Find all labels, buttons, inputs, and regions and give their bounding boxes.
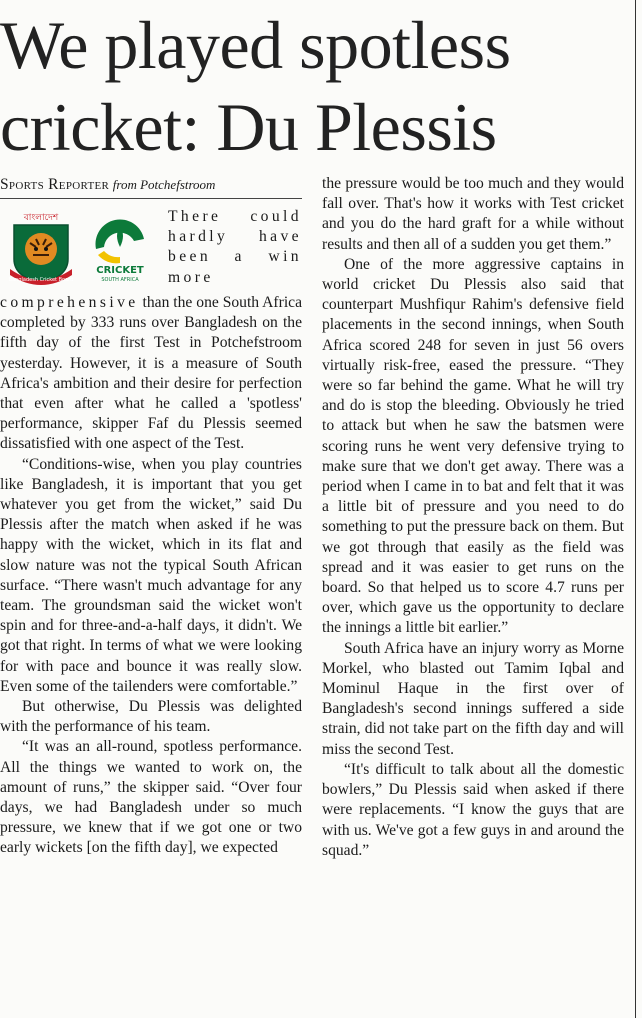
bd-logo-text: বাংলাদেশ (23, 213, 59, 223)
bd-logo-band-text: Bangladesh Cricket Board (8, 277, 74, 283)
paragraph-6: South Africa have an injury worry as Morne Morkel, who blasted out Tamim Iqbal and Mominul Haque in the first over of Bangladesh's second innings suffered a side strain, did not take part on the fifth day and will miss the second Test. (322, 639, 624, 758)
sa-logo-title: CRICKET (96, 265, 144, 276)
cricket-south-africa-logo (86, 217, 154, 285)
paragraph-5: One of the more aggressive captains in world cricket Du Plessis also said that counterpart Mushfiqur Rahim's defensive field placements in the second innings, when South Africa scored 248 for seven in just 56 overs virtually risk-free, eased the pressure. “They were so far behind the game. What he will try and do is stop the bleeding. Obviously he tried to attack but when he saw the batsmen were scoring runs he went very defensive trying to make sure that we don't get away. There was a period when I came in to bat and felt that it was a little bit of pressure and you need to do something to put the pressure back on them. But we got through that easily as the field was spread and it was easier to get runs on the board. So that helped us to score 4.7 runs per over, which gave us the opportunity to declare the innings a little bit earlier.” (322, 255, 624, 637)
paragraph-4-part-1: “It was an all-round, spotless performance. All the things we wanted to work on, the amount of runs,” the skipper said. “Over four days, we had Bangladesh under so much pressure, we knew that if we got one or two early wickets [on the fifth day], we expected (0, 738, 302, 857)
bangladesh-cricket-board-logo (6, 211, 76, 287)
byline-reporter: Sports Reporter (0, 176, 110, 193)
headline: We played spotless cricket: Du Plessis (0, 7, 511, 165)
byline (0, 176, 302, 199)
paragraph-3: But otherwise, Du Plessis was delighted with the performance of his team. (0, 698, 302, 736)
sa-logo-subtitle: SOUTH AFRICA (101, 277, 139, 283)
paragraph-1-body: than the one South Africa completed by 333 runs over Bangladesh on the fifth day of the first Test in Potchefstroom yesterday. However, it is a measure of South Africa's ambition and their desire for perfection that even after what he called a 'spotless' performance, skipper Faf du Plessis seemed dissatisfied with one aspect of the Test. (0, 294, 302, 453)
lead-words: There could hardly have been a win more comprehensive (0, 208, 302, 311)
column-rule (635, 0, 636, 1018)
paragraph-4-part-2: the pressure would be too much and they would fall over. That's how it works with Test cricket and you do the hard graft for a while without results and then all of a sudden you get them.” (322, 175, 624, 253)
paragraph-7: “It's difficult to talk about all the domestic bowlers,” Du Plessis said when asked if there were replacements. “I know the guys that are with us. We've got a few guys in and around the squad.” (322, 760, 624, 859)
byline-location: from Potchefstroom (112, 177, 216, 192)
tiger-icon (25, 233, 57, 265)
team-logos (0, 207, 162, 289)
article-column-left (0, 176, 302, 859)
article-column-right (322, 174, 624, 861)
paragraph-2: “Conditions-wise, when you play countries like Bangladesh, it is important that you get whatever you get from the wicket,” said Du Plessis after the match when asked if he was happy with the wicket, which in its flat and slow nature was not the typical South African surface. “There wasn't much advantage for any team. The groundsman said the wicket won't spin and for three-and-a-half days, it didn't. We got that right. In terms of what we were looking for with pace and bounce it was really slow. Even some of the tailenders were comfortable.” (0, 455, 302, 695)
